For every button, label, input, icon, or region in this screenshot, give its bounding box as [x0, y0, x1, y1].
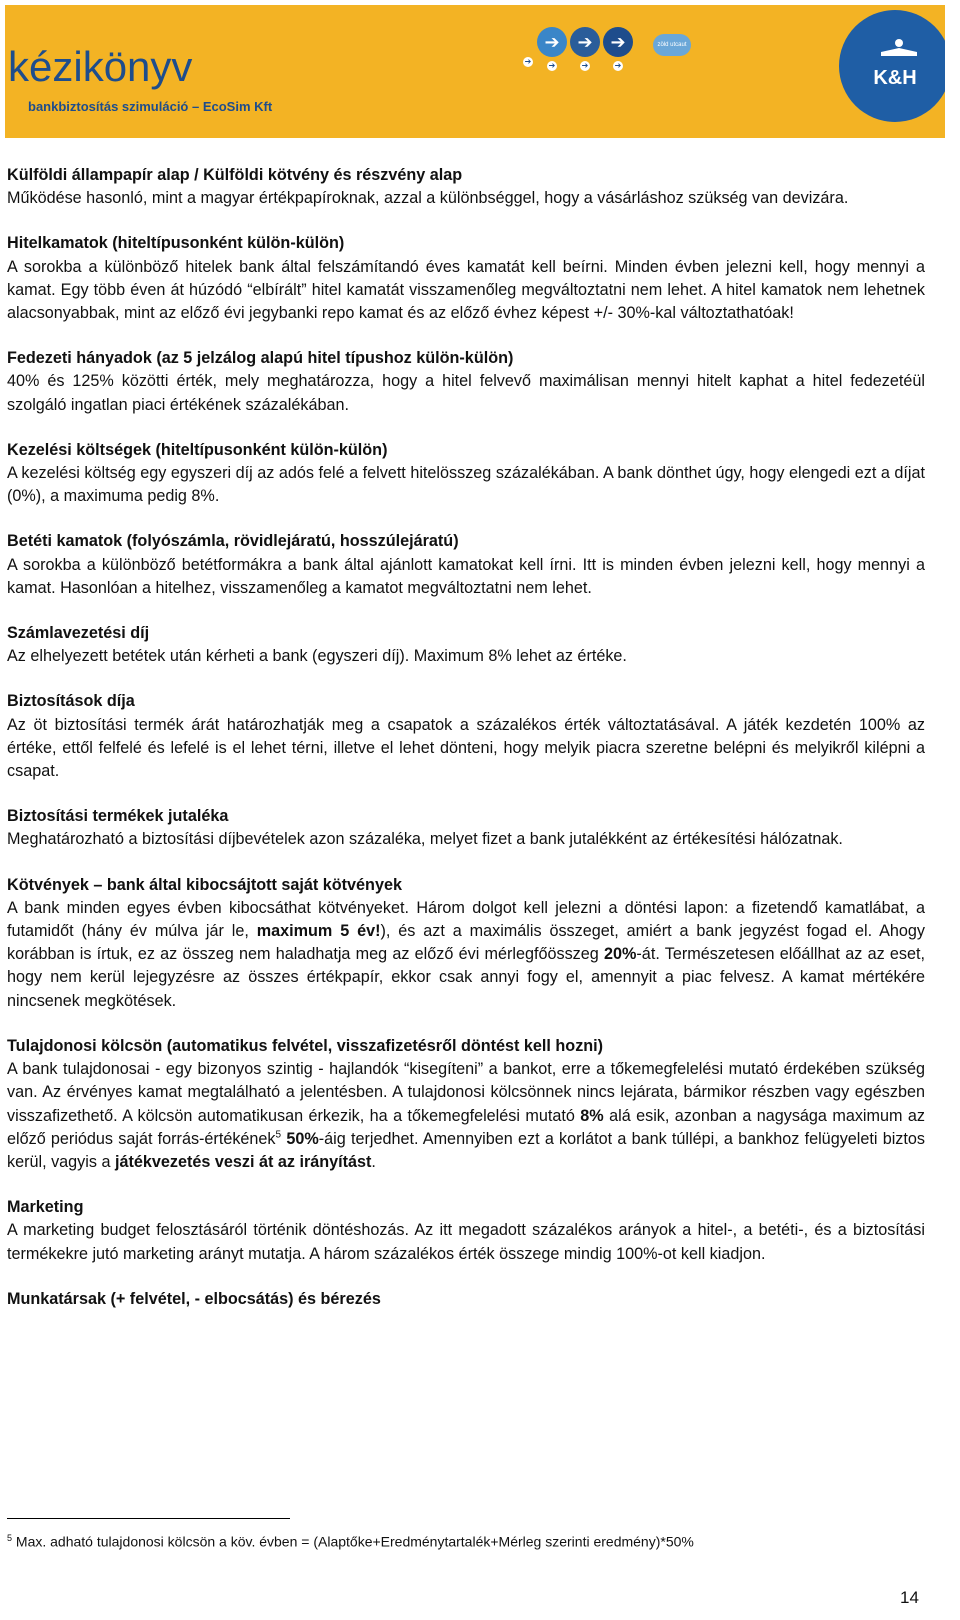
- kh-logo: [839, 10, 945, 122]
- body-text: A bank minden egyes évben kibocsáthat kötvényeket. Három dolgot kell jelezni a döntési lapon: a fizetendő kamatlábat, a futamidőt (hány év múlva jár le,: [7, 898, 925, 941]
- arrow-right-icon[interactable]: ➔: [570, 27, 600, 57]
- body-text: .: [371, 1152, 376, 1171]
- small-arrow-icon: ➔: [614, 61, 622, 70]
- section-heading: Betéti kamatok (folyószámla, rövidlejáratú, hosszúlejáratú): [7, 532, 459, 551]
- body-text: -áig terjedhet. Amennyiben ezt a korlátot a bank túllépi, a bankhoz felügyeleti biztos kerül, vagyis a: [7, 1129, 925, 1171]
- body-emphasis: maximum 5 év!: [256, 922, 381, 941]
- arrow-right-icon[interactable]: ➔: [603, 27, 633, 57]
- page-header: [5, 5, 945, 138]
- body-emphasis: játékvezetés veszi át az irányítást: [114, 1152, 372, 1171]
- arrow-right-icon[interactable]: ➔: [537, 27, 567, 57]
- section-body: [7, 1058, 925, 1174]
- body-emphasis: 20%: [604, 945, 637, 964]
- section-heading: Biztosítások díja: [7, 692, 135, 711]
- section-heading: Kötvények – bank által kibocsájtott saját kötvények: [7, 875, 402, 894]
- section-heading: Tulajdonosi kölcsön (automatikus felvétel, visszafizetésről döntést kell hozni): [7, 1036, 604, 1055]
- section-owner-loan: [7, 1035, 925, 1174]
- section-foreign-funds: [7, 164, 925, 210]
- section-insurance-commission: [7, 805, 925, 851]
- logo-figure-icon: [879, 38, 919, 58]
- section-heading: Hitelkamatok (hiteltípusonként külön-külön): [7, 234, 345, 253]
- section-deposit-rates: [7, 530, 925, 600]
- section-insurance-fees: [7, 690, 925, 783]
- section-body: A marketing budget felosztásáról történik döntéshozás. Az itt megadott százalékos arányok a hitel-, a betéti-, és a biztosítási termékekre jutó marketing arányt mutatja. A három százalékos érték összege mindig 100%-ot kell kiadjon.: [7, 1221, 925, 1263]
- section-body: A kezelési költség egy egyszeri díj az adós felé a felvett hitelösszeg százalékában. A bank dönthet úgy, hogy elengedi ezt a díjat (0%), a maximuma pedig 8%.: [7, 464, 925, 506]
- logo-text: K&H: [873, 67, 917, 89]
- section-body: Működése hasonló, mint a magyar értékpapíroknak, azzal a különbséggel, hogy a vásárláshoz szükség van devizára.: [7, 189, 849, 208]
- section-heading: Biztosítási termékek jutaléka: [7, 807, 229, 826]
- footnote-text: Max. adható tulajdonosi kölcsön a köv. évben = (Alaptőke+Eredménytartalék+Mérleg szerinti eredmény)*50%: [15, 1533, 694, 1550]
- section-bonds: [7, 874, 925, 1013]
- page-number: 14: [900, 1588, 919, 1607]
- body-emphasis: 8%: [580, 1106, 604, 1125]
- section-heading: Fedezeti hányadok (az 5 jelzálog alapú hitel típushoz külön-külön): [7, 349, 514, 368]
- section-body: [7, 897, 925, 1013]
- section-staff: [7, 1288, 925, 1311]
- section-body: Az elhelyezett betétek után kérheti a bank (egyszeri díj). Maximum 8% lehet az értéke.: [7, 647, 627, 666]
- section-heading: Külföldi állampapír alap / Külföldi kötvény és részvény alap: [7, 166, 463, 184]
- nav-pill[interactable]: zöld utcaut: [653, 34, 691, 56]
- nav-arrows: [523, 27, 703, 77]
- footnote-reference[interactable]: 5: [275, 1129, 282, 1141]
- small-arrow-icon: ➔: [524, 57, 532, 66]
- body-text: ), és azt a maximális összeget, amiért a bank jegyzést fogad el. Ahogy korábban is írtuk, ez az összeg nem haladhatja meg az előző évi mérlegfőösszeg: [7, 922, 925, 964]
- footnote-number: 5: [7, 1533, 13, 1543]
- document-body: [7, 164, 925, 1333]
- section-body: A sorokba a különböző betétformákra a bank által ajánlott kamatokat kell írni. Itt is minden évben jelezni kell, hogy mennyi a kamat. Hasonlóan a hitelhez, visszamenőleg a kamatot megváltoztatni nem lehet.: [7, 555, 925, 597]
- section-marketing: [7, 1196, 925, 1266]
- header-subtitle: bankbiztosítás szimuláció – EcoSim Kft: [28, 99, 273, 114]
- section-heading: Munkatársak (+ felvétel, - elbocsátás) és bérezés: [7, 1289, 381, 1308]
- footnote-divider: [7, 1518, 290, 1519]
- section-heading: Számlavezetési díj: [7, 624, 150, 643]
- section-loan-rates: [7, 232, 925, 325]
- section-body: Meghatározható a biztosítási díjbevételek azon százaléka, melyet fizet a bank jutalékként az értékesítési hálózatnak.: [7, 830, 843, 849]
- section-heading: Marketing: [7, 1198, 84, 1217]
- section-account-fee: [7, 622, 925, 668]
- body-text: A bank tulajdonosai - egy bizonyos szintig - hajlandók “kisegíteni” a bankot, erre a tőkemegfelelési mutató érdekében szükség van. Az érvényes kamat megtalálható a jelentésben. A tulajdonosi kölcsönnek nincs lejárata, bármikor részben vagy egészben visszafizethető. A kölcsön automatikusan érkezik, ha a tőkemegfelelési mutató: [7, 1060, 925, 1125]
- section-heading: Kezelési költségek (hiteltípusonként külön-külön): [7, 440, 388, 459]
- section-body: Az öt biztosítási termék árát határozhatják meg a csapatok a százalékos érték változtatásával. A játék kezdetén 100% az értéke, ettől felfelé és lefelé is el lehet térni, illetve el lehet dönteni, hogy melyik piacra szeretne belépni és melyikről kilépni a csapat.: [7, 715, 925, 781]
- small-arrow-icon: ➔: [581, 61, 589, 70]
- body-emphasis: 50%: [286, 1129, 319, 1148]
- section-body: A sorokba a különböző hitelek bank által felszámítandó éves kamatát kell beírni. Minden évben jelezni kell, hogy mennyi a kamat. Egy több éven át húzódó “elbírált” hitel kamatát visszamenőleg megváltoztatni nem lehet. A hitel kamatok nem lehetnek alacsonyabbak, mint az előző évi jegybanki repo kamat és az előző évhez képest +/- 30%-kal változtathatóak!: [7, 257, 925, 323]
- header-title: kézikönyv: [8, 43, 193, 90]
- body-text: alá esik, azonban a nagysága maximum az előző periódus saját forrás-értékének: [7, 1106, 926, 1148]
- small-arrow-icon: ➔: [548, 61, 556, 70]
- section-handling-fees: [7, 439, 925, 509]
- section-collateral-ratios: [7, 347, 925, 417]
- footnote: [7, 1533, 694, 1550]
- body-text: -át. Természetesen előállhat az az eset, hogy nem kerül lejegyzésre az összes értékpapír, ekkor csak annyi fogy el, amennyit a piac felvesz. A kamat mértékére nincsenek megkötések.: [7, 945, 925, 1010]
- section-body: 40% és 125% közötti érték, mely meghatározza, hogy a hitel felvevő maximálisan mennyi hitelt kaphat a hitel fedezetéül szolgáló ingatlan piaci értékének százalékában.: [7, 372, 925, 414]
